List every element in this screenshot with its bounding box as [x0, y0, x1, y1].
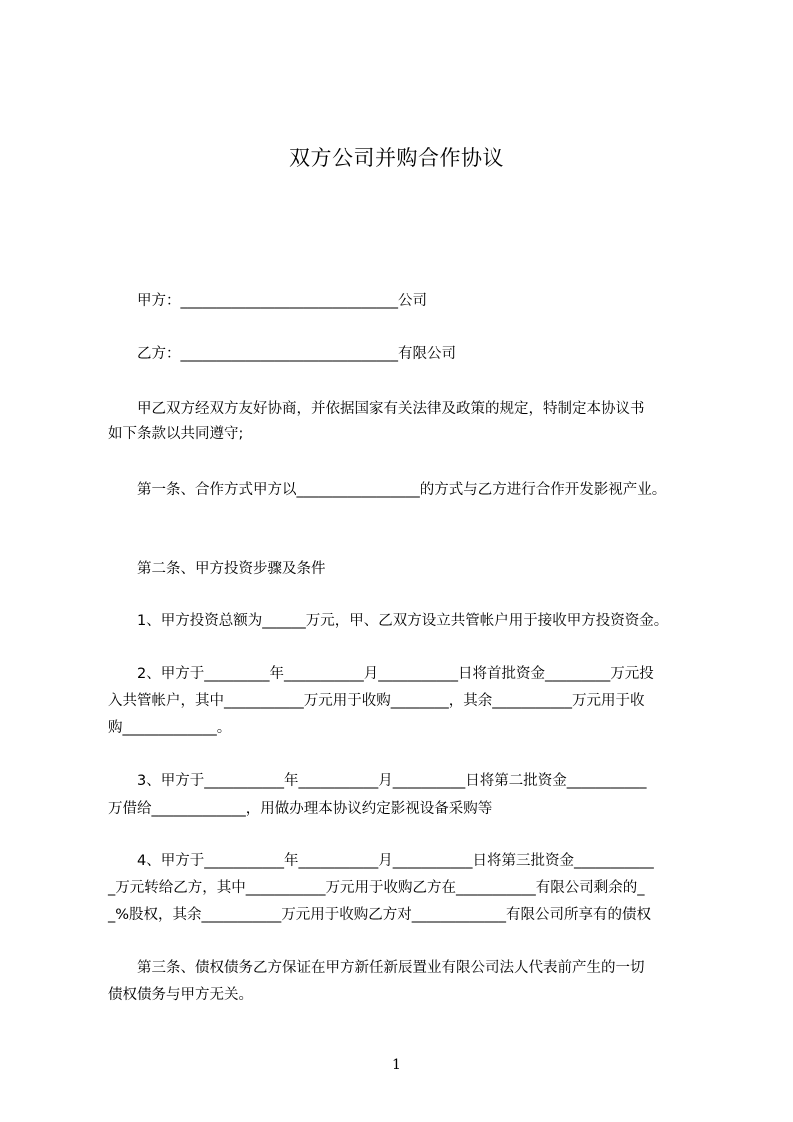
page-number: 1: [392, 1057, 401, 1073]
item-4-line-1: 4、甲方于___________年___________月___________日将第三批资金___________: [137, 853, 654, 869]
party-a-line: 甲方：______________________________公司: [137, 293, 427, 309]
item-3-line-2: 万借给_____________，用做办理本协议约定影视设备采购等: [108, 801, 493, 817]
article-3-line-1: 第三条、债权债务乙方保证在甲方新任新辰置业有限公司法人代表前产生的一切: [137, 960, 645, 976]
item-4-line-3: _%股权，其余___________万元用于收购乙方对_____________有限公司所享有的债权: [108, 907, 652, 923]
article-1: 第一条、合作方式甲方以_________________的方式与乙方进行合作开发影视产业。: [137, 482, 667, 498]
item-2-line-3: 购_____________。: [108, 720, 232, 736]
item-3-line-1: 3、甲方于___________年___________月__________日将第二批资金___________: [137, 773, 647, 789]
article-3-line-2: 债权债务与甲方无关。: [108, 987, 253, 1003]
preamble-line-2: 如下条款以共同遵守;: [108, 426, 244, 442]
item-2-line-1: 2、甲方于_________年___________月___________日将首批资金_________万元投: [137, 666, 654, 682]
item-4-line-2: _万元转给乙方，其中___________万元用于收购乙方在___________有限公司剩余的_: [108, 880, 645, 896]
party-b-line: 乙方：______________________________有限公司: [137, 346, 456, 362]
item-1: 1、甲方投资总额为______万元，甲、乙双方设立共管帐户用于接收甲方投资资金。: [137, 613, 669, 629]
document-title: 双方公司并购合作协议: [289, 146, 504, 170]
preamble-line-1: 甲乙双方经双方友好协商，并依据国家有关法律及政策的规定，特制定本协议书: [137, 401, 645, 417]
item-2-line-2: 入共管帐户，其中___________万元用于收购________，其余___________万元用于收: [108, 693, 645, 709]
article-2-heading: 第二条、甲方投资步骤及条件: [137, 561, 326, 577]
